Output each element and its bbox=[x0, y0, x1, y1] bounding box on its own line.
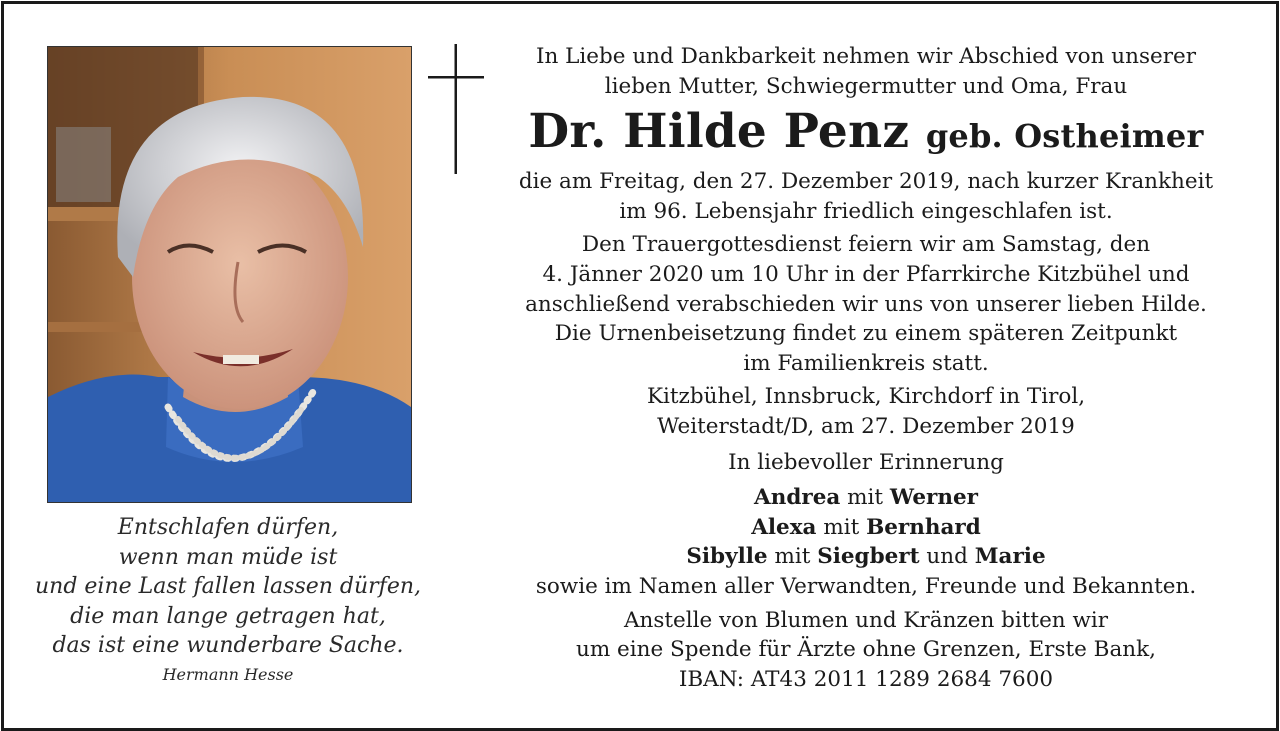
deceased-name-main: Dr. Hilde Penz bbox=[528, 104, 910, 160]
poem-author: Hermann Hesse bbox=[162, 665, 294, 684]
poem-line: Entschlafen dürfen, bbox=[117, 515, 339, 540]
notice-text bbox=[484, 42, 1248, 694]
poem-line: und eine Last fallen lassen dürfen, bbox=[34, 574, 422, 599]
death-notice-line: im 96. Lebensjahr friedlich eingeschlafen ist. bbox=[619, 198, 1113, 224]
place-date-line: Weiterstadt/D, am 27. Dezember 2019 bbox=[657, 413, 1075, 439]
family-line bbox=[484, 483, 1248, 513]
place-date-line: Kitzbühel, Innsbruck, Kirchdorf in Tirol, bbox=[646, 384, 1086, 410]
family-member: Werner bbox=[889, 485, 978, 511]
donation-line: Anstelle von Blumen und Kränzen bitten wir bbox=[623, 607, 1109, 633]
deceased-name bbox=[484, 101, 1248, 167]
family-line bbox=[484, 542, 1248, 572]
family-connector: mit bbox=[774, 544, 811, 570]
service-line: 4. Jänner 2020 um 10 Uhr in der Pfarrkirche Kitzbühel und bbox=[542, 261, 1190, 287]
family-member: Alexa bbox=[751, 514, 817, 540]
relatives-line: sowie im Namen aller Verwandten, Freunde und Bekannten. bbox=[535, 573, 1197, 599]
service-line: anschließend verabschieden wir uns von unserer lieben Hilde. bbox=[525, 291, 1207, 317]
family-member: Siegbert bbox=[817, 544, 920, 570]
cross-icon bbox=[428, 44, 484, 174]
donation-line: um eine Spende für Ärzte ohne Grenzen, Erste Bank, bbox=[575, 637, 1157, 663]
service-line: Die Urnenbeisetzung findet zu einem späteren Zeitpunkt bbox=[554, 321, 1178, 347]
intro-line: lieben Mutter, Schwiegermutter und Oma, Frau bbox=[604, 73, 1128, 99]
service-line: im Familienkreis statt. bbox=[743, 350, 989, 376]
family-connector: mit bbox=[847, 485, 884, 511]
portrait-photo bbox=[47, 46, 412, 503]
birth-name: geb. Ostheimer bbox=[925, 117, 1204, 156]
family-connector: mit bbox=[823, 514, 860, 540]
death-notice-line: die am Freitag, den 27. Dezember 2019, nach kurzer Krankheit bbox=[518, 169, 1214, 195]
poem-line: die man lange getragen hat, bbox=[70, 603, 386, 629]
family-member: Marie bbox=[974, 544, 1046, 570]
donation-line: IBAN: AT43 2011 1289 2684 7600 bbox=[678, 666, 1054, 692]
poem bbox=[20, 513, 436, 661]
remembrance-line: In liebevoller Erinnerung bbox=[728, 449, 1004, 475]
family-member: Bernhard bbox=[866, 514, 981, 540]
intro-line: In Liebe und Dankbarkeit nehmen wir Abschied von unserer bbox=[535, 44, 1197, 69]
poem-line: das ist eine wunderbare Sache. bbox=[52, 633, 404, 658]
family-connector: und bbox=[926, 544, 968, 570]
service-line: Den Trauergottesdienst feiern wir am Samstag, den bbox=[581, 232, 1151, 258]
poem-line: wenn man müde ist bbox=[118, 544, 338, 570]
family-line bbox=[484, 513, 1248, 543]
family-member: Sibylle bbox=[686, 544, 768, 570]
family-member: Andrea bbox=[754, 485, 841, 511]
